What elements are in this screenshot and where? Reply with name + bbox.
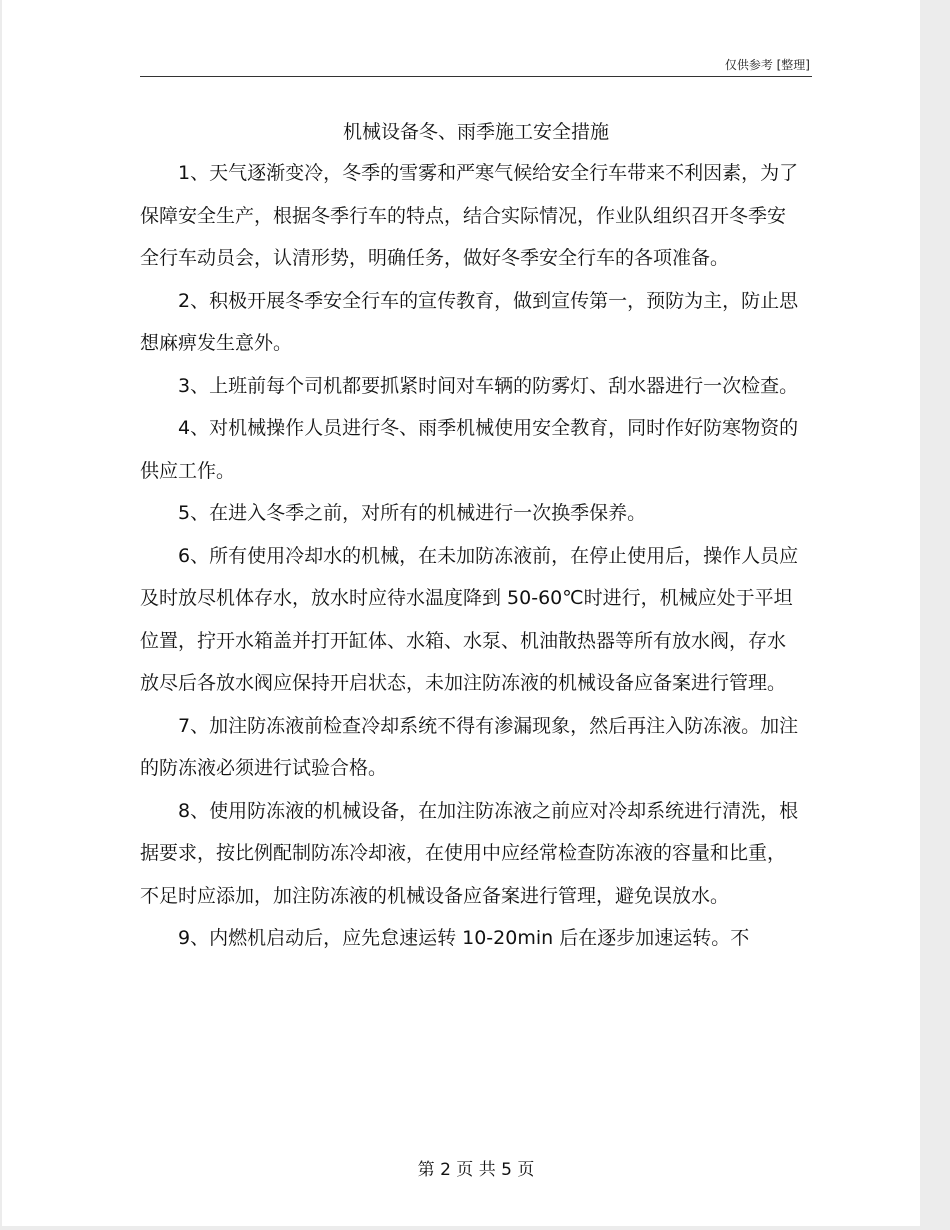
paragraph-3: 3、上班前每个司机都要抓紧时间对车辆的防雾灯、刮水器进行一次检查。 xyxy=(178,374,799,397)
document-title: 机械设备冬、雨季施工安全措施 xyxy=(342,121,609,143)
page-number-footer: 第 2 页 共 5 页 xyxy=(417,1160,535,1180)
header-rule xyxy=(140,76,812,77)
paragraph-9: 9、内燃机启动后，应先怠速运转 10-20min 后在逐步加速运转。不 xyxy=(178,927,750,949)
paragraph-5: 5、在进入冬季之前，对所有的机械进行一次换季保养。 xyxy=(178,502,647,524)
document-body xyxy=(140,152,800,960)
paragraph-8: 8、使用防冻液的机械设备，在加注防冻液之前应对冷却系统进行清洗，根据要求，按比例配制防冻冷却液，在使用中应经常检查防冻液的容量和比重，不足时应添加，加注防冻液的机械设备应备案进行管理，避免误放水。 xyxy=(140,799,799,907)
paragraph-4: 4、对机械操作人员进行冬、雨季机械使用安全教育，同时作好防寒物资的供应工作。 xyxy=(140,417,799,482)
paragraph-6: 6、所有使用冷却水的机械，在未加防冻液前，在停止使用后，操作人员应及时放尽机体存水，放水时应待水温度降到 50-60℃时进行，机械应处于平坦位置，拧开水箱盖并打开缸体、水箱、水泵、机油散热器等所有放水阀，存水放尽后各放水阀应保持开启状态，未加注防冻液的机械设备应备案进行管理。 xyxy=(140,544,799,694)
document-page xyxy=(2,0,920,1226)
header-note: 仅供参考 [整理] xyxy=(724,58,810,72)
paragraph-7: 7、加注防冻液前检查冷却系统不得有渗漏现象，然后再注入防冻液。加注的防冻液必须进行试验合格。 xyxy=(140,714,799,779)
paragraph-1: 1、天气逐渐变冷，冬季的雪雾和严寒气候给安全行车带来不利因素，为了保障安全生产，根据冬季行车的特点，结合实际情况，作业队组织召开冬季安全行车动员会，认清形势，明确任务，做好冬季安全行车的各项准备。 xyxy=(140,162,799,269)
paragraph-2: 2、积极开展冬季安全行车的宣传教育，做到宣传第一，预防为主，防止思想麻痹发生意外。 xyxy=(140,289,799,354)
